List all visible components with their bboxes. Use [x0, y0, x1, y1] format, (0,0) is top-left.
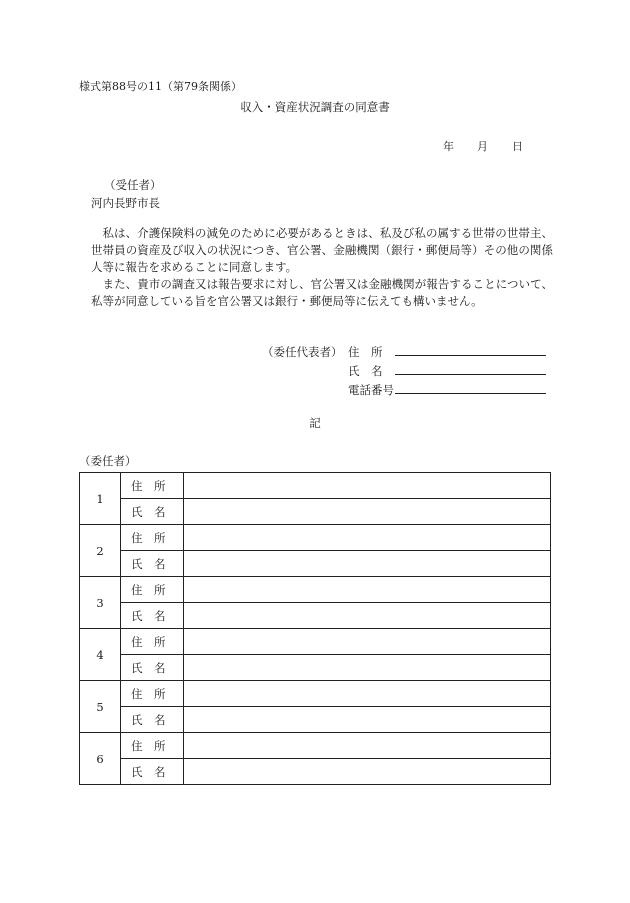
- representative-address-label: 住 所: [348, 345, 383, 359]
- delegator-name-field[interactable]: [184, 707, 551, 733]
- address-label: 住 所: [121, 681, 184, 707]
- addressee-label: （受任者）: [104, 178, 162, 192]
- consent-paragraph-2: また、貴市の調査又は報告要求に対し、官公署又は金融機関が報告することについて、私等が同意している旨を官公署又は銀行・郵便局等に伝えても構いません。: [91, 277, 553, 308]
- address-label: 住 所: [121, 525, 184, 551]
- delegator-address-field[interactable]: [184, 629, 551, 655]
- date-month-label: 月: [477, 140, 488, 153]
- representative-phone-label: 電話番号: [348, 383, 394, 397]
- representative-name-field[interactable]: [395, 374, 546, 375]
- representative-name-label: 氏 名: [348, 364, 383, 378]
- representative-address-field[interactable]: [395, 355, 546, 356]
- delegators-label: （委任者）: [79, 454, 137, 468]
- representative-label: （委任代表者）: [262, 345, 343, 359]
- name-label: 氏 名: [121, 603, 184, 629]
- table-row: [80, 655, 551, 681]
- delegator-number: 5: [80, 681, 121, 733]
- table-row: [80, 499, 551, 525]
- name-label: 氏 名: [121, 655, 184, 681]
- table-row: [80, 577, 551, 603]
- address-label: 住 所: [121, 629, 184, 655]
- table-row: [80, 525, 551, 551]
- delegators-table: [79, 472, 551, 785]
- table-row: [80, 681, 551, 707]
- date-year-label: 年: [443, 140, 454, 153]
- delegator-number: 6: [80, 733, 121, 785]
- delegator-name-field[interactable]: [184, 655, 551, 681]
- delegator-address-field[interactable]: [184, 733, 551, 759]
- delegator-number: 3: [80, 577, 121, 629]
- delegator-name-field[interactable]: [184, 603, 551, 629]
- delegator-number: 4: [80, 629, 121, 681]
- address-label: 住 所: [121, 577, 184, 603]
- name-label: 氏 名: [121, 499, 184, 525]
- date-day-label: 日: [512, 140, 523, 153]
- delegator-address-field[interactable]: [184, 681, 551, 707]
- form-number: 様式第88号の11（第79条関係）: [79, 80, 242, 93]
- table-row: [80, 603, 551, 629]
- ki-heading: 記: [309, 416, 321, 430]
- table-row: [80, 473, 551, 499]
- name-label: 氏 名: [121, 551, 184, 577]
- document-title: 収入・資産状況調査の同意書: [240, 100, 390, 114]
- name-label: 氏 名: [121, 707, 184, 733]
- delegator-address-field[interactable]: [184, 577, 551, 603]
- table-row: [80, 759, 551, 785]
- table-row: [80, 733, 551, 759]
- delegator-address-field[interactable]: [184, 525, 551, 551]
- representative-phone-field[interactable]: [395, 393, 546, 394]
- delegator-name-field[interactable]: [184, 759, 551, 785]
- delegator-address-field[interactable]: [184, 473, 551, 499]
- delegator-name-field[interactable]: [184, 551, 551, 577]
- consent-body: [91, 225, 553, 310]
- delegator-number: 1: [80, 473, 121, 525]
- table-row: [80, 629, 551, 655]
- addressee-name: 河内長野市長: [91, 196, 160, 210]
- address-label: 住 所: [121, 733, 184, 759]
- address-label: 住 所: [121, 473, 184, 499]
- table-row: [80, 707, 551, 733]
- consent-paragraph-1: 私は、介護保険料の減免のために必要があるときは、私及び私の属する世帯の世帯主、世帯員の資産及び収入の状況につき、官公署、金融機関（銀行・郵便局等）その他の関係人等に報告を求めることに同意します。: [91, 226, 553, 274]
- delegator-number: 2: [80, 525, 121, 577]
- table-row: [80, 551, 551, 577]
- delegator-name-field[interactable]: [184, 499, 551, 525]
- name-label: 氏 名: [121, 759, 184, 785]
